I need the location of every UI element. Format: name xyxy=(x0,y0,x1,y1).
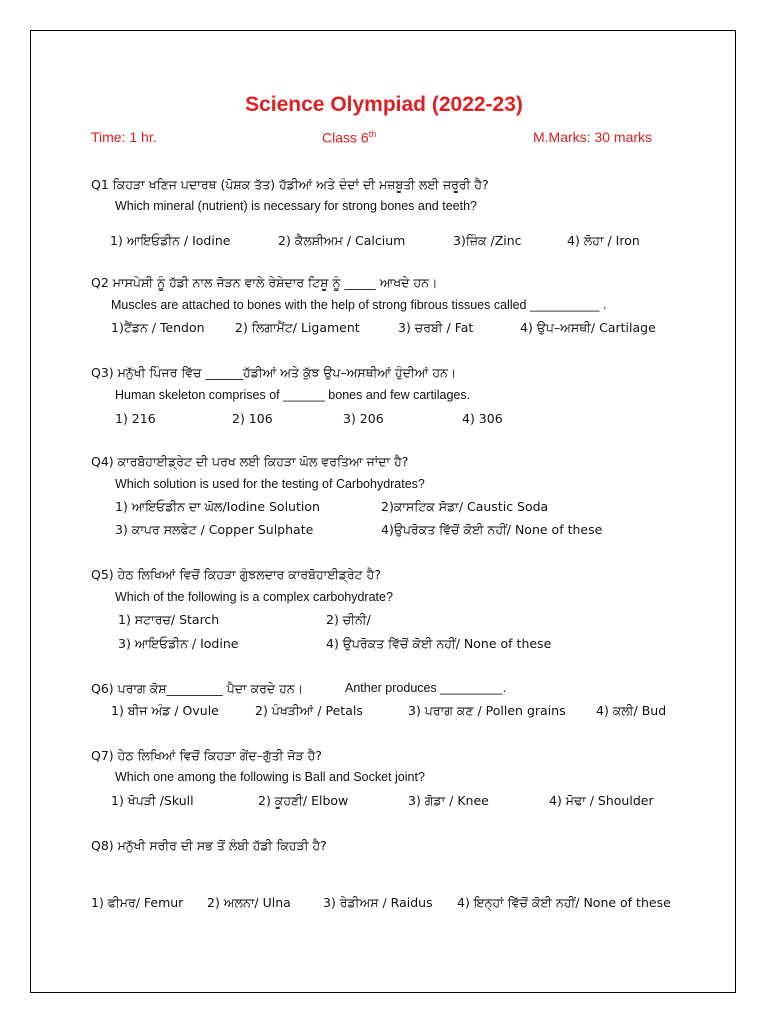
q6-option-3: 3) ਪਰਾਗ ਕਣ / Pollen grains xyxy=(408,703,566,718)
q4-punjabi: Q4) ਕਾਰਬੋਹਾਈਡ੍ਰੇਟ ਦੀ ਪਰਖ ਲਈ ਕਿਹੜਾ ਘੋਲ ਵਰਤਿਆ ਜਾਂਦਾ ਹੈ? xyxy=(91,454,409,469)
q2-option-1: 1)ਟੈਂਡਨ / Tendon xyxy=(111,320,205,335)
q2-option-2: 2) ਲਿਗਾਮੈਂਟ/ Ligament xyxy=(235,320,360,335)
q1-option-2: 2) ਕੈਲਸ਼ੀਅਮ / Calcium xyxy=(278,233,406,248)
q6-punjabi: Q6) ਪਰਾਗ ਕੋਸ਼_________ ਪੈਦਾ ਕਰਦੇ ਹਨ। xyxy=(91,681,304,696)
q7-option-2: 2) ਕੂਹਣੀ/ Elbow xyxy=(258,793,349,808)
q3-option-3: 3) 206 xyxy=(343,411,384,426)
class-superscript: th xyxy=(368,129,377,139)
q5-english: Which of the following is a complex carbohydrate? xyxy=(115,590,393,604)
q1-option-4: 4) ਲੋਹਾ / Iron xyxy=(567,233,640,248)
q8-option-1: 1) ਫੀਮਰ/ Femur xyxy=(91,895,184,910)
max-marks-label: M.Marks: 30 marks xyxy=(533,129,653,145)
q2-option-4: 4) ਉਪ–ਅਸਥੀ/ Cartilage xyxy=(520,320,656,335)
q3-option-2: 2) 106 xyxy=(232,411,273,426)
q8-option-3: 3) ਰੇਡੀਅਸ / Raidus xyxy=(323,895,433,910)
q5-option-1: 1) ਸਟਾਰਚ/ Starch xyxy=(118,612,220,627)
q7-option-3: 3) ਗੋਡਾ / Knee xyxy=(408,793,489,808)
q5-option-2: 2) ਚੀਨੀ/ xyxy=(326,612,371,627)
q2-option-3: 3) ਚਰਬੀ / Fat xyxy=(398,320,474,335)
q8-punjabi: Q8) ਮਨੁੱਖੀ ਸਰੀਰ ਦੀ ਸਭ ਤੋਂ ਲੰਬੀ ਹੱਡੀ ਕਿਹੜੀ ਹੈ? xyxy=(91,838,327,853)
q7-option-4: 4) ਮੋਢਾ / Shoulder xyxy=(549,793,654,808)
q1-option-3: 3)ਜ਼ਿੰਕ /Zinc xyxy=(453,233,522,248)
q3-punjabi: Q3) ਮਨੁੱਖੀ ਪਿੰਜਰ ਵਿੱਚ ______ਹੱਡੀਆਂ ਅਤੇ ਕੁੱਝ ਉਪ–ਅਸਥੀਆਂ ਹੁੰਦੀਆਂ ਹਨ। xyxy=(91,365,457,380)
q1-punjabi: Q1 ਕਿਹੜਾ ਖਣਿਜ ਪਦਾਰਥ (ਪੋਸ਼ਕ ਤੱਤ) ਹੱਡੀਆਂ ਅਤੇ ਦੰਦਾਂ ਦੀ ਮਜ਼ਬੂਤੀ ਲਈ ਜ਼ਰੂਰੀ ਹੈ? xyxy=(91,177,489,192)
q7-english: Which one among the following is Ball and Socket joint? xyxy=(115,770,425,784)
page-title: Science Olympiad (2022-23) xyxy=(245,93,523,116)
q6-english: Anther produces _________. xyxy=(345,681,507,695)
class-text: Class 6 xyxy=(322,129,369,146)
q4-option-3: 3) ਕਾਪਰ ਸਲਫੇਟ / Copper Sulphate xyxy=(115,522,314,537)
q2-english: Muscles are attached to bones with the help of strong fibrous tissues called __________ . xyxy=(111,298,607,312)
q6-option-4: 4) ਕਲੀ/ Bud xyxy=(596,703,667,718)
q8-option-2: 2) ਅਲਨਾ/ Ulna xyxy=(207,895,291,910)
q6-option-2: 2) ਪੰਖੜੀਆਂ / Petals xyxy=(255,703,363,718)
q3-option-4: 4) 306 xyxy=(462,411,503,426)
q6-option-1: 1) ਬੀਜ ਅੰਡ / Ovule xyxy=(111,703,219,718)
q7-punjabi: Q7) ਹੇਠ ਲਿਖਿਆਂ ਵਿਚੋਂ ਕਿਹੜਾ ਗੇਂਦ–ਗੁੱਤੀ ਜੋੜ ਹੈ? xyxy=(91,748,322,763)
q8-option-4: 4) ਇਨ੍ਹਾਂ ਵਿੱਚੋਂ ਕੋਈ ਨਹੀਂ/ None of these xyxy=(457,895,671,910)
q3-english: Human skeleton comprises of ______ bones and few cartilages. xyxy=(115,388,471,402)
q3-option-1: 1) 216 xyxy=(115,411,156,426)
class-label xyxy=(322,129,376,146)
q4-option-4: 4)ਉਪਰੋਕਤ ਵਿੱਚੋਂ ਕੋਈ ਨਹੀਂ/ None of these xyxy=(381,522,603,537)
q1-english: Which mineral (nutrient) is necessary for strong bones and teeth? xyxy=(115,199,477,213)
q4-english: Which solution is used for the testing of Carbohydrates? xyxy=(115,477,425,491)
q7-option-1: 1) ਖੋਪੜੀ /Skull xyxy=(111,793,194,808)
time-label: Time: 1 hr. xyxy=(91,129,157,145)
q4-option-2: 2)ਕਾਸਟਿਕ ਸੋਡਾ/ Caustic Soda xyxy=(381,499,549,514)
q1-option-1: 1) ਆਇਓਡੀਨ / Iodine xyxy=(110,233,231,248)
q5-option-4: 4) ਉਪਰੋਕਤ ਵਿੱਚੋਂ ਕੋਈ ਨਹੀਂ/ None of these xyxy=(326,636,552,651)
q5-option-3: 3) ਆਇਓਡੀਨ / Iodine xyxy=(118,636,239,651)
q4-option-1: 1) ਆਇਓਡੀਨ ਦਾ ਘੋਲ/Iodine Solution xyxy=(115,499,320,514)
q5-punjabi: Q5) ਹੇਠ ਲਿਖਿਆਂ ਵਿਚੋਂ ਕਿਹੜਾ ਗੁੰਝਲਦਾਰ ਕਾਰਬੋਹਾਈਡ੍ਰੇਟ ਹੈ? xyxy=(91,567,381,582)
q2-punjabi: Q2 ਮਾਸਪੇਸ਼ੀ ਨੂੰ ਹੱਡੀ ਨਾਲ ਜੋੜਨ ਵਾਲੇ ਰੇਸ਼ੇਦਾਰ ਟਿਸ਼ੂ ਨੂੰ _____ ਆਖਦੇ ਹਨ। xyxy=(91,275,438,290)
